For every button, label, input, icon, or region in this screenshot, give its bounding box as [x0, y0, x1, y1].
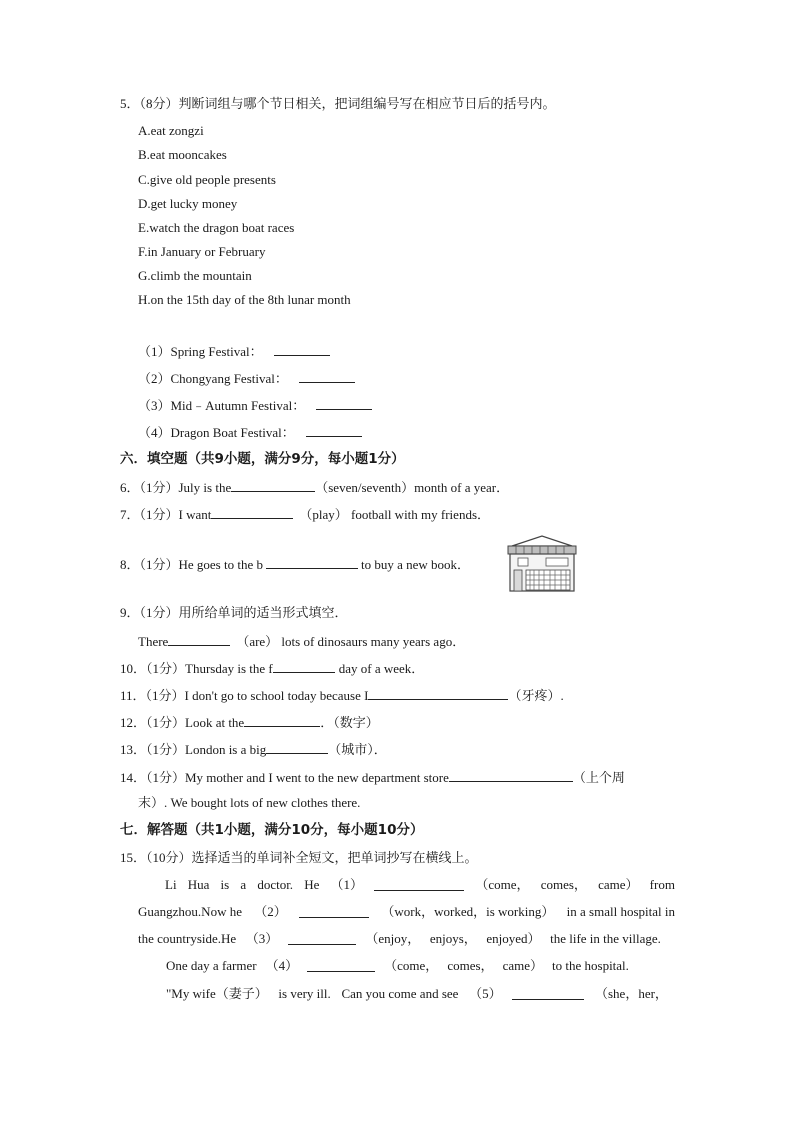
q5-option-d: D.get lucky money: [138, 196, 238, 211]
q9-text-before: There: [138, 634, 169, 649]
q7: [120, 504, 490, 524]
q14: [120, 767, 625, 787]
q7-text-before: 7．（1分）I want: [120, 507, 212, 522]
q15-line-3: [138, 930, 661, 948]
q5-item-4-answer-blank[interactable]: [306, 422, 362, 437]
q13-text-before: 13．（1分）London is a big: [120, 742, 267, 757]
q5-item-3-label: （3）Mid﹣Autumn Festival：: [138, 398, 306, 413]
q5-item-3-answer-blank[interactable]: [316, 395, 372, 410]
q15-blank-3-number: （3）: [245, 931, 279, 946]
q9-answer-blank[interactable]: [168, 631, 230, 646]
q14-continuation: 末）. We bought lots of new clothes there.: [138, 795, 361, 810]
q6-text-before: 6．（1分）July is the: [120, 480, 232, 495]
q6-text-after: （seven/seventh）month of a year．: [315, 480, 510, 495]
q15-l1-word: a: [240, 877, 247, 892]
q15-l1-word: doctor.: [257, 877, 294, 892]
q6: [120, 477, 509, 497]
q14-answer-blank[interactable]: [449, 767, 573, 782]
q5-item-4: [138, 422, 362, 442]
q15-blank-1-number: （1）: [330, 877, 364, 892]
q15-l3-text: the life in the village.: [550, 931, 661, 946]
q15-l1-choice: （come，: [475, 877, 530, 892]
q12-text-after: ．（数字）: [320, 715, 379, 730]
q15-line-5: [166, 985, 668, 1003]
q5-option-h: H.on the 15th day of the 8th lunar month: [138, 292, 351, 307]
q15-l1-word: Hua: [187, 877, 210, 892]
q12-text-before: 12．（1分）Look at the: [120, 715, 245, 730]
q8: [120, 554, 470, 574]
q14-text-before: 14．（1分）My mother and I went to the new department store: [120, 770, 449, 785]
q15-answer-blank-2[interactable]: [299, 903, 369, 918]
q8-text-after: to buy a new book．: [360, 557, 471, 572]
q13-answer-blank[interactable]: [266, 739, 328, 754]
q15-l3-choice: （enjoy，: [365, 931, 421, 946]
q10-answer-blank[interactable]: [273, 658, 335, 673]
q11-answer-blank[interactable]: [368, 685, 508, 700]
q15-l1-choice: comes，: [540, 877, 587, 892]
q15-l5-text: is very ill.: [278, 986, 331, 1001]
q5-item-2-label: （2）Chongyang Festival：: [138, 371, 288, 386]
q5-option-f: F.in January or February: [138, 244, 266, 259]
q15-l1-word: is: [220, 877, 230, 892]
bookshop-picture: [506, 534, 578, 592]
q15-l4-text: One day a farmer: [166, 958, 257, 973]
q5-option-b: B.eat mooncakes: [138, 147, 227, 162]
q6-answer-blank[interactable]: [231, 477, 315, 492]
section-7-title: 七．解答题（共1小题，满分10分，每小题10分）: [120, 822, 424, 838]
q15-l5-choices: （she，her，: [595, 986, 668, 1001]
q14-text-after: （上个周: [572, 770, 625, 785]
q5-item-4-label: （4）Dragon Boat Festival：: [138, 425, 295, 440]
q5-item-2-answer-blank[interactable]: [299, 368, 355, 383]
q15-l4-choice: comes，: [447, 958, 494, 973]
q5-item-3: [138, 395, 372, 415]
q15-answer-blank-3[interactable]: [288, 930, 356, 945]
q15-blank-4-number: （4）: [265, 958, 299, 973]
q15-line-4: [166, 957, 629, 975]
q5-item-1-label: （1）Spring Festival：: [138, 344, 263, 359]
q15-answer-blank-4[interactable]: [307, 957, 375, 972]
q5-option-g: G.climb the mountain: [138, 268, 252, 283]
q5-item-1: [138, 341, 330, 361]
q13: [120, 739, 387, 759]
q11-text-after: （牙疼）.: [508, 688, 564, 703]
q10-text-before: 10．（1分）Thursday is the f: [120, 661, 273, 676]
q5-item-2: [138, 368, 355, 388]
q15-answer-blank-1[interactable]: [374, 876, 464, 891]
q15-l1-word: Li: [165, 877, 177, 892]
q15-stem: 15．（10分）选择适当的单词补全短文，把单词抄写在横线上。: [120, 850, 478, 865]
q15-l4-text: to the hospital.: [552, 958, 629, 973]
q15-l1-choice: came）: [598, 877, 639, 892]
q15-line-1: [165, 876, 675, 894]
q15-answer-blank-5[interactable]: [512, 985, 584, 1000]
q15-l2-text: in a small hospital in: [566, 904, 675, 919]
q15-l3-choice: enjoyed）: [486, 931, 541, 946]
q9-stem: 9．（1分）用所给单词的适当形式填空．: [120, 605, 348, 620]
q15-l4-choice: came）: [502, 958, 543, 973]
q15-l4-choice: （come，: [384, 958, 439, 973]
section-6-title: 六．填空题（共9小题，满分9分，每小题1分）: [120, 451, 405, 467]
q5-option-a: A.eat zongzi: [138, 123, 204, 138]
q15-l3-choice: enjoys，: [429, 931, 477, 946]
q15-l5-text: Can you come and see: [341, 986, 459, 1001]
q5-option-e: E.watch the dragon boat races: [138, 220, 295, 235]
q5-stem: 5．（8分）判断词组与哪个节日相关，把词组编号写在相应节日后的括号内。: [120, 96, 556, 111]
q15-l1-word: from: [649, 877, 675, 892]
q9: [138, 631, 465, 651]
q8-answer-blank[interactable]: [266, 554, 358, 569]
q15-l2-choices: （work，worked，is working）: [381, 904, 555, 919]
q8-text-before: 8．（1分）He goes to the b: [120, 557, 263, 572]
q5-item-1-answer-blank[interactable]: [274, 341, 330, 356]
q12: [120, 712, 379, 732]
q15-blank-5-number: （5）: [469, 986, 502, 1001]
q5-option-c: C.give old people presents: [138, 172, 276, 187]
q15-blank-2-number: （2）: [254, 904, 287, 919]
q15-l3-text: the countryside.He: [138, 931, 237, 946]
q10: [120, 658, 424, 678]
q10-text-after: day of a week．: [338, 661, 425, 676]
q11-text-before: 11．（1分）I don't go to school today because I: [120, 688, 369, 703]
q15-l5-text: "My wife（妻子）: [166, 986, 268, 1001]
q12-answer-blank[interactable]: [244, 712, 320, 727]
q15-l1-word: He: [304, 877, 320, 892]
q7-text-after: （play） football with my friends．: [299, 507, 490, 522]
q13-text-after: （城市）．: [328, 742, 387, 757]
q15-l2-text: Guangzhou.Now he: [138, 904, 242, 919]
q7-answer-blank[interactable]: [211, 504, 293, 519]
q11: [120, 685, 564, 705]
q15-line-2: [138, 903, 675, 921]
q9-text-after: （are） lots of dinosaurs many years ago．: [236, 634, 466, 649]
